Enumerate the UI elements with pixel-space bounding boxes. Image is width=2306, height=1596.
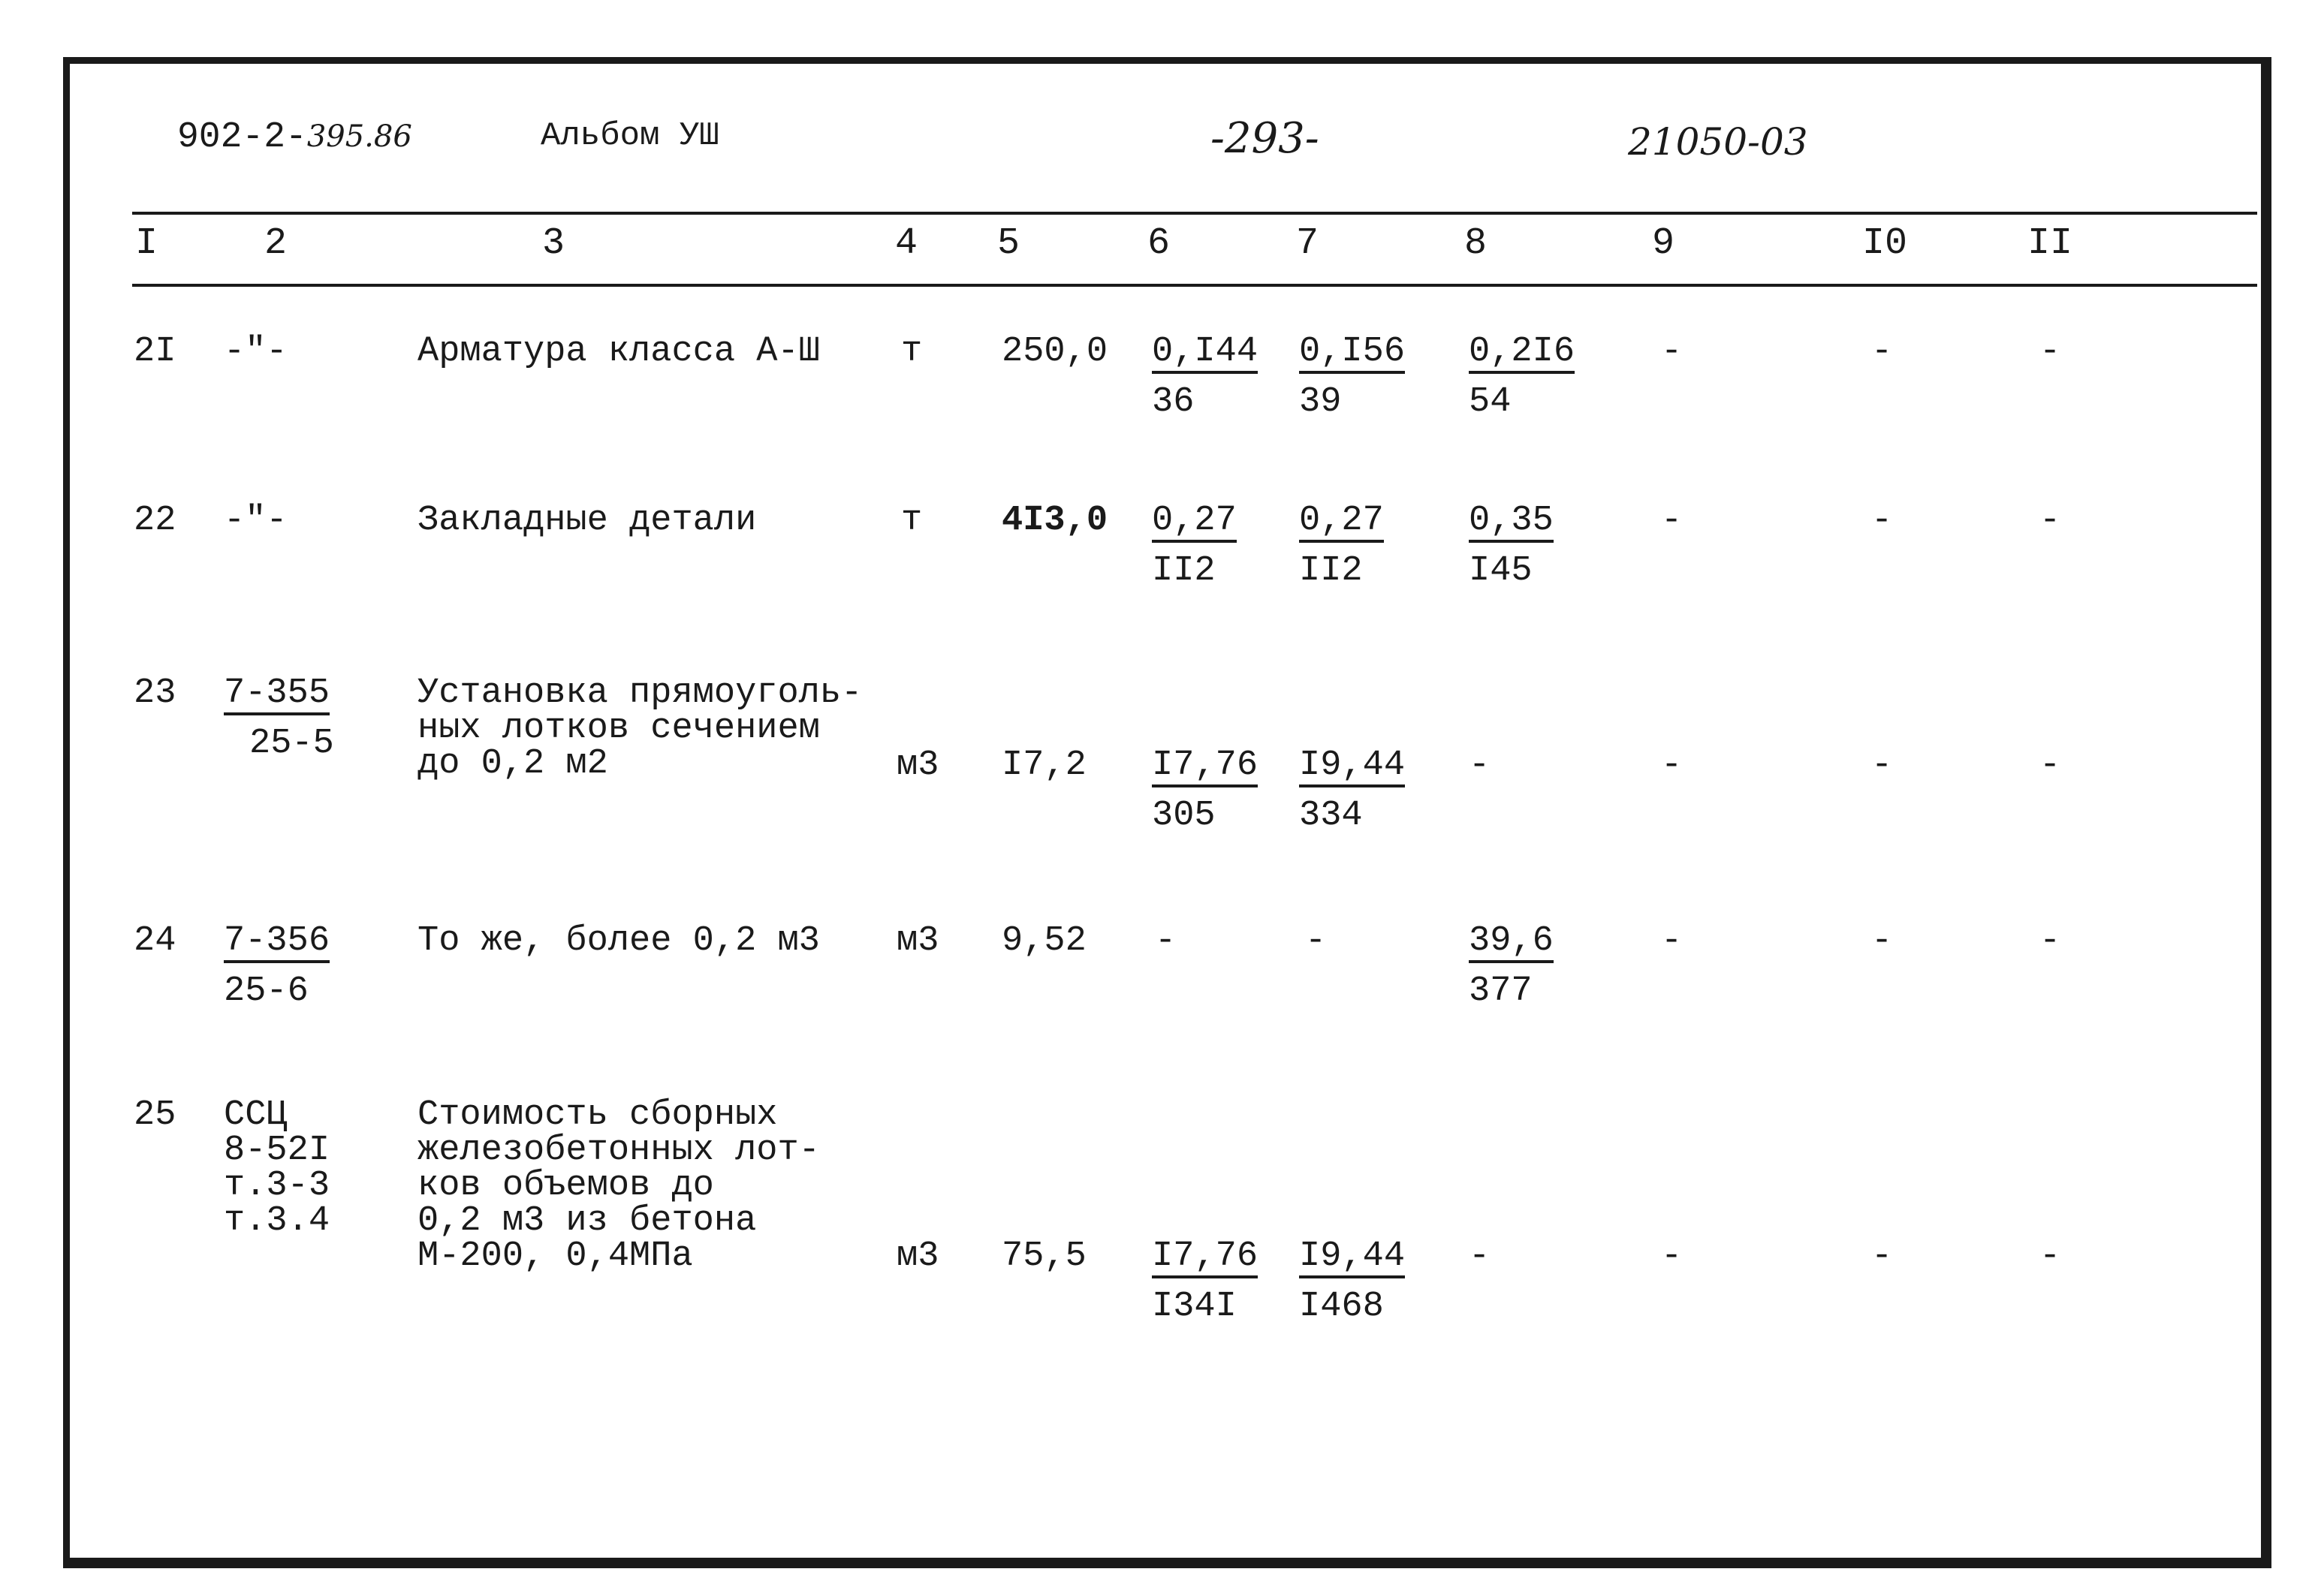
col8-value bbox=[1469, 334, 1575, 420]
col6-numerator: 0,I44 bbox=[1152, 334, 1258, 374]
row-number: 24 bbox=[134, 921, 176, 961]
col11-value: - bbox=[2039, 501, 2061, 541]
row-number: 23 bbox=[134, 673, 176, 713]
col10-value: - bbox=[1871, 1236, 1893, 1276]
col7-denominator: I468 bbox=[1299, 1287, 1384, 1326]
unit: м3 bbox=[897, 921, 939, 961]
col6-numerator: 0,27 bbox=[1152, 503, 1237, 543]
col8-numerator: 39,6 bbox=[1469, 923, 1554, 963]
col8-value: - bbox=[1469, 1236, 1491, 1276]
item-name: Закладные детали bbox=[417, 501, 757, 541]
column-number-10: I0 bbox=[1862, 222, 1908, 265]
rate-code bbox=[224, 673, 334, 763]
col8-value bbox=[1469, 923, 1554, 1009]
col6-value bbox=[1152, 334, 1258, 420]
col7-numerator: 0,I56 bbox=[1299, 334, 1405, 374]
col6-value bbox=[1152, 745, 1259, 836]
col7-value bbox=[1299, 745, 1406, 836]
col10-value: - bbox=[1871, 332, 1893, 372]
col7-value bbox=[1299, 1236, 1406, 1326]
col7-denominator: II2 bbox=[1299, 551, 1363, 591]
col6-denominator: II2 bbox=[1152, 551, 1216, 591]
unit: м3 bbox=[897, 745, 939, 785]
col9-value: - bbox=[1661, 921, 1683, 961]
col10-value: - bbox=[1871, 745, 1893, 785]
row-number: 2I bbox=[134, 332, 176, 372]
col7-denominator: 334 bbox=[1299, 796, 1363, 836]
unit: м3 bbox=[897, 1236, 939, 1276]
col9-value: - bbox=[1661, 745, 1683, 785]
col11-value: - bbox=[2039, 745, 2061, 785]
item-name: Установка прямоуголь- ных лотков сечением до 0,2 м2 bbox=[417, 673, 863, 784]
rate-code-denominator: 25-6 bbox=[224, 971, 309, 1011]
col8-numerator: 0,2I6 bbox=[1469, 334, 1575, 374]
column-number-3: 3 bbox=[542, 222, 565, 265]
rate-code bbox=[224, 923, 330, 1009]
quantity: 9,52 bbox=[1002, 921, 1087, 961]
col7-numerator: I9,44 bbox=[1299, 748, 1405, 787]
col6-numerator: I7,76 bbox=[1152, 748, 1258, 787]
column-number-1: I bbox=[135, 222, 158, 265]
column-number-2: 2 bbox=[264, 222, 288, 265]
rate-code: -"- bbox=[224, 332, 288, 372]
album-label: Альбом УШ bbox=[541, 117, 719, 155]
col7-value bbox=[1299, 334, 1405, 420]
document-code-handwritten: 395.86 bbox=[306, 119, 412, 154]
col10-value: - bbox=[1871, 501, 1893, 541]
header-rule-bottom bbox=[132, 284, 2257, 287]
col8-numerator: 0,35 bbox=[1469, 503, 1554, 543]
col8-value bbox=[1469, 503, 1554, 589]
quantity: 250,0 bbox=[1002, 332, 1108, 372]
col8-denominator: 54 bbox=[1469, 382, 1512, 422]
col7-value: - bbox=[1305, 921, 1327, 961]
column-number-4: 4 bbox=[895, 222, 918, 265]
rate-code-numerator: 7-355 bbox=[224, 676, 330, 715]
col7-numerator: 0,27 bbox=[1299, 503, 1384, 543]
col9-value: - bbox=[1661, 332, 1683, 372]
col6-numerator: I7,76 bbox=[1152, 1239, 1258, 1278]
column-number-9: 9 bbox=[1652, 222, 1675, 265]
col11-value: - bbox=[2039, 332, 2061, 372]
unit: т bbox=[901, 501, 923, 541]
col6-value: - bbox=[1155, 921, 1177, 961]
col7-denominator: 39 bbox=[1299, 382, 1342, 422]
col9-value: - bbox=[1661, 501, 1683, 541]
col8-denominator: I45 bbox=[1469, 551, 1533, 591]
item-name: Стоимость сборных железобетонных лот- ков объемов до 0,2 м3 из бетона М-200, 0,4МПа bbox=[417, 1095, 820, 1276]
col6-denominator: 36 bbox=[1152, 382, 1195, 422]
rate-code: -"- bbox=[224, 501, 288, 541]
column-number-11: II bbox=[2027, 222, 2073, 265]
header-rule-top bbox=[132, 212, 2257, 215]
col6-value bbox=[1152, 1236, 1259, 1326]
row-number: 22 bbox=[134, 501, 176, 541]
column-number-6: 6 bbox=[1147, 222, 1171, 265]
project-code: 21050-03 bbox=[1628, 120, 1808, 164]
col6-value bbox=[1152, 503, 1237, 589]
col6-denominator: 305 bbox=[1152, 796, 1216, 836]
col7-numerator: I9,44 bbox=[1299, 1239, 1405, 1278]
col8-denominator: 377 bbox=[1469, 971, 1533, 1011]
rate-code-denominator: 25-5 bbox=[249, 724, 334, 763]
rate-code-numerator: 7-356 bbox=[224, 923, 330, 963]
document-code bbox=[177, 117, 412, 158]
column-number-7: 7 bbox=[1296, 222, 1319, 265]
quantity: 4I3,0 bbox=[1002, 501, 1108, 541]
col11-value: - bbox=[2039, 1236, 2061, 1276]
col9-value: - bbox=[1661, 1236, 1683, 1276]
item-name: Арматура класса А-Ш bbox=[417, 332, 820, 372]
quantity: I7,2 bbox=[1002, 745, 1087, 785]
page-number: -293- bbox=[1210, 114, 1319, 163]
col10-value: - bbox=[1871, 921, 1893, 961]
item-name: То же, более 0,2 м3 bbox=[417, 921, 820, 961]
column-number-8: 8 bbox=[1464, 222, 1488, 265]
column-number-5: 5 bbox=[997, 222, 1020, 265]
quantity: 75,5 bbox=[1002, 1236, 1087, 1276]
col7-value bbox=[1299, 503, 1384, 589]
document-code-printed: 902-2- bbox=[177, 117, 307, 158]
unit: т bbox=[901, 332, 923, 372]
row-number: 25 bbox=[134, 1095, 176, 1135]
col11-value: - bbox=[2039, 921, 2061, 961]
col6-denominator: I34I bbox=[1152, 1287, 1237, 1326]
rate-code: ССЦ 8-52I т.3-3 т.3.4 bbox=[224, 1095, 330, 1241]
col8-value: - bbox=[1469, 745, 1491, 785]
